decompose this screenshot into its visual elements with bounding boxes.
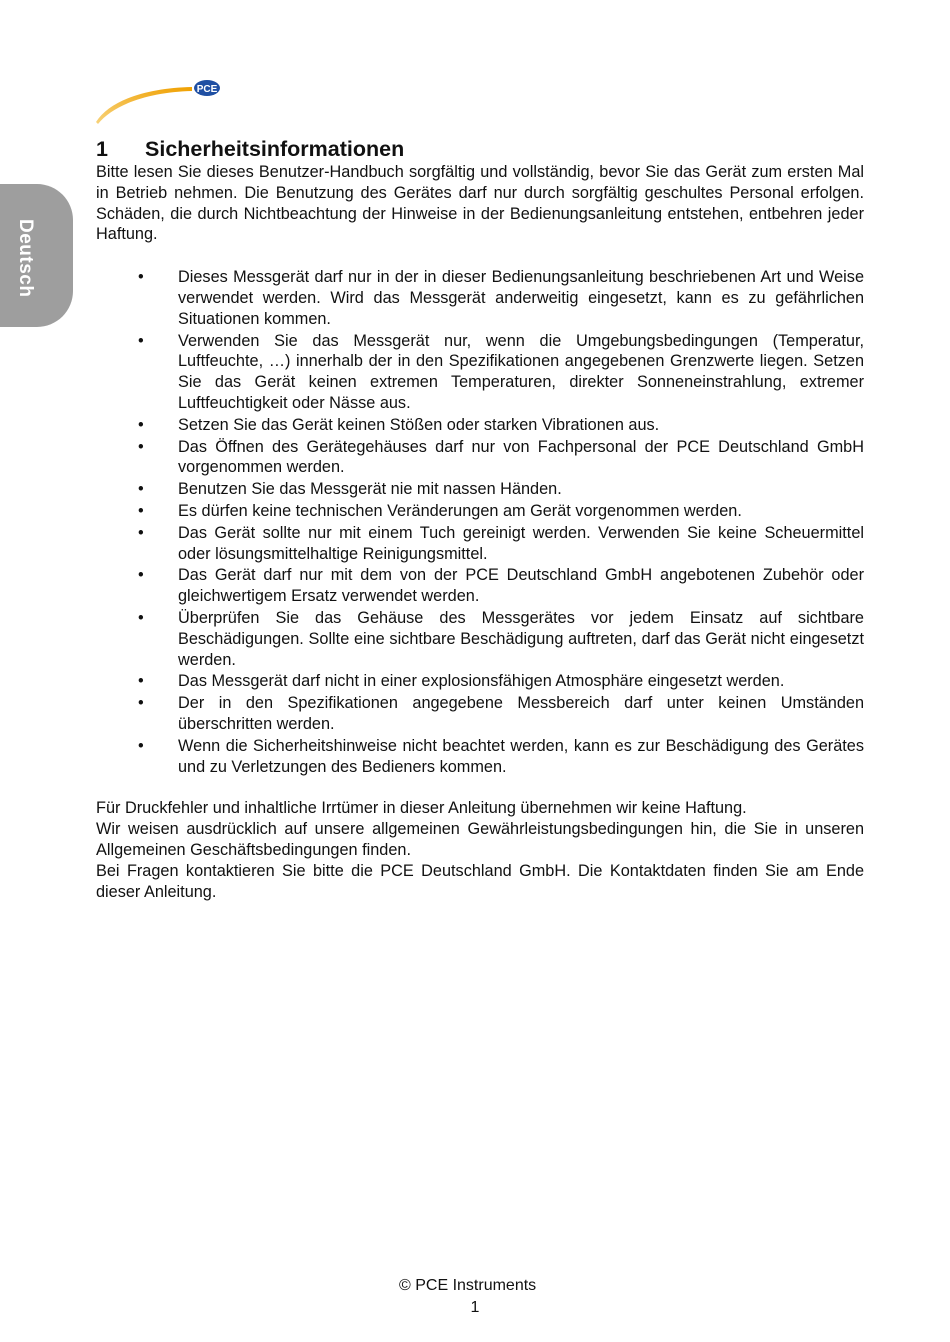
page-content [96,136,864,902]
pce-logo-icon [92,78,227,126]
bullet-icon: • [138,480,144,499]
intro-paragraph: Bitte lesen Sie dieses Benutzer-Handbuch sorgfältig und vollständig, bevor Sie das Gerät zum ersten Mal in Betrieb nehmen. Die Benutzung des Gerätes darf nur durch sorgfältig geschultes Personal erfolgen. Schäden, die durch Nichtbeachtung der Hinweise in der Bedienungsanleitung entstehen, entbehren jeder Haftung. [96,163,864,244]
list-item: • Überprüfen Sie das Gehäuse des Messgerätes vor jedem Einsatz auf sichtbare Beschädigungen. Sollte eine sichtbare Beschädigung auftreten, darf das Gerät nicht eingesetzt werden. [138,608,864,669]
list-item: • Das Messgerät darf nicht in einer explosionsfähigen Atmosphäre eingesetzt werden. [138,672,785,691]
bullet-icon: • [138,736,144,755]
list-item: • Das Gerät darf nur mit dem von der PCE Deutschland GmbH angebotenen Zubehör oder gleichwertigem Ersatz verwendet werden. [138,566,864,606]
list-item: • Verwenden Sie das Messgerät nur, wenn die Umgebungsbedingungen (Temperatur, Luftfeuchte, …) innerhalb der in den Spezifikationen angegebenen Grenzwerte liegen. Setzen Sie das Gerät keinen extremen Temperaturen, direkter Sonneneinstrahlung, extremer Luftfeuchtigkeit oder Nässe aus. [138,331,864,412]
closing-paragraph: Für Druckfehler und inhaltliche Irrtümer in dieser Anleitung übernehmen wir keine Haftung. [96,799,747,818]
pce-logo [92,78,227,126]
language-tab-label: Deutsch [15,219,36,298]
bullet-icon: • [138,672,144,691]
copyright-text: © PCE Instruments [399,1277,537,1294]
section-number: 1 [96,137,108,161]
bullet-icon: • [138,566,144,585]
bullet-icon: • [138,694,144,713]
list-item: • Benutzen Sie das Messgerät nie mit nassen Händen. [138,480,562,499]
bullet-icon: • [138,268,144,287]
language-tab [0,184,73,327]
list-item: • Es dürfen keine technischen Veränderungen am Gerät vorgenommen werden. [138,501,742,520]
section-title: Sicherheitsinformationen [145,137,405,161]
list-item: • Wenn die Sicherheitshinweise nicht beachtet werden, kann es zur Beschädigung des Gerätes und zu Verletzungen des Bedieners kommen. [138,736,864,776]
logo-text: PCE [196,84,218,95]
bullet-icon: • [138,523,144,542]
list-item: • Setzen Sie das Gerät keinen Stößen oder starken Vibrationen aus. [138,415,660,434]
bullet-icon: • [138,608,144,627]
bullet-icon: • [138,437,144,456]
page-number: 1 [470,1299,480,1316]
list-item: • Das Gerät sollte nur mit einem Tuch gereinigt werden. Verwenden Sie keine Scheuermittel oder lösungsmittelhaltige Reinigungsmittel. [138,523,864,563]
section-heading [96,136,864,162]
bullet-icon: • [138,501,144,520]
closing-notes [96,798,864,902]
list-item: • Dieses Messgerät darf nur in der in dieser Bedienungsanleitung beschriebenen Art und Weise verwendet werden. Wird das Messgerät anderweitig eingesetzt, kann es zu gefährlichen Situationen kommen. [138,268,864,328]
bullet-icon: • [138,415,144,434]
closing-paragraph: Bei Fragen kontaktieren Sie bitte die PCE Deutschland GmbH. Die Kontaktdaten finden Sie am Ende dieser Anleitung. [96,861,864,901]
list-item: • Der in den Spezifikationen angegebene Messbereich darf unter keinen Umständen überschritten werden. [138,694,864,733]
list-item: • Das Öffnen des Gerätegehäuses darf nur von Fachpersonal der PCE Deutschland GmbH vorgenommen werden. [138,437,864,477]
safety-list [96,267,864,777]
bullet-icon: • [138,331,144,350]
closing-paragraph: Wir weisen ausdrücklich auf unsere allgemeinen Gewährleistungsbedingungen hin, die Sie in unseren Allgemeinen Geschäftsbedingungen finden. [96,820,864,859]
